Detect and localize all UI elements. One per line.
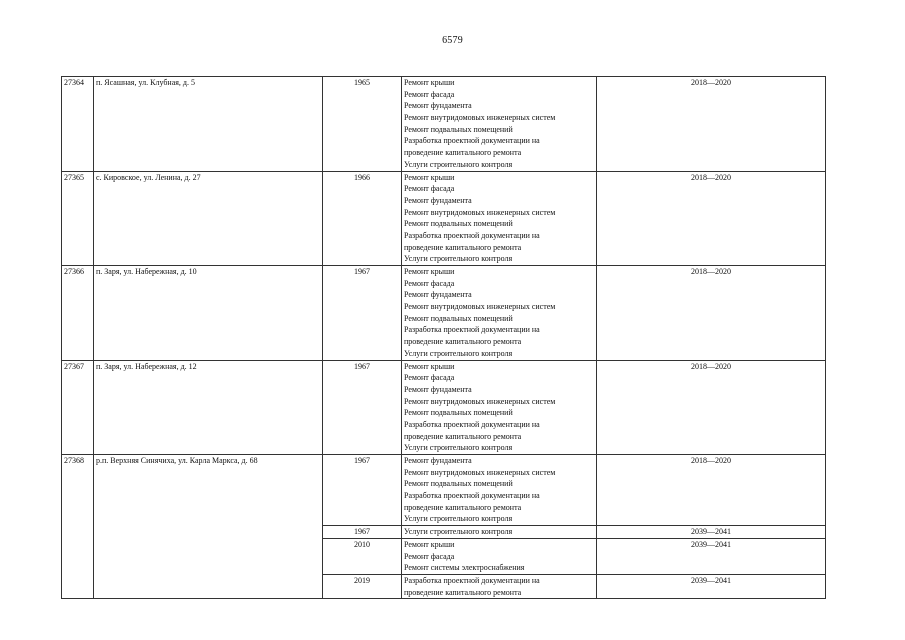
work-item: Ремонт крыши (404, 267, 455, 276)
works-cell (402, 266, 597, 361)
work-item: Ремонт фундамента (404, 456, 472, 465)
commission-year-cell: 1966 (323, 171, 402, 266)
house-id-cell: 27365 (62, 171, 94, 266)
works-cell (402, 538, 597, 574)
table-row (62, 455, 826, 526)
repair-period-cell: 2018—2020 (597, 360, 826, 455)
work-item: Ремонт фундамента (404, 101, 472, 111)
house-id-cell: 27366 (62, 266, 94, 361)
work-item: Ремонт крыши (404, 539, 455, 549)
house-id-cell: 27364 (62, 77, 94, 172)
commission-year-cell: 1967 (323, 266, 402, 361)
commission-year-cell: 1967 (323, 360, 402, 455)
work-item: Ремонт внутридомовых инженерных систем (404, 396, 556, 406)
work-item: Ремонт фасада (404, 89, 455, 99)
commission-year-cell: 2010 (323, 538, 402, 574)
work-item: Разработка проектной документации на (404, 575, 540, 585)
repair-period-cell: 2018—2020 (597, 266, 826, 361)
address-cell: п. Заря, ул. Набережная, д. 12 (94, 360, 323, 455)
work-item: Услуги строительного контроля (404, 348, 513, 358)
works-cell (402, 171, 597, 266)
work-item: Ремонт фундамента (404, 384, 472, 394)
repair-period-cell: 2018—2020 (597, 455, 826, 526)
address-cell: п. Ясашная, ул. Клубная, д. 5 (94, 77, 323, 172)
work-item: Ремонт фасада (404, 278, 455, 288)
work-item: Услуги строительного контроля (404, 443, 513, 453)
work-item: Ремонт фасада (404, 373, 455, 383)
work-item: Ремонт фундамента (404, 195, 472, 205)
capital-repair-table (61, 76, 826, 599)
work-item: проведение капитального ремонта (404, 431, 522, 441)
work-item: Разработка проектной документации на (404, 325, 540, 335)
work-item: Услуги строительного контроля (404, 254, 513, 264)
work-item: Ремонт подвальных помещений (404, 408, 513, 418)
work-item: проведение капитального ремонта (404, 337, 522, 347)
work-item: Ремонт подвальных помещений (404, 479, 513, 489)
work-item: Ремонт внутридомовых инженерных систем (404, 302, 556, 312)
commission-year-cell: 1967 (323, 526, 402, 539)
table-row (62, 77, 826, 172)
works-cell (402, 574, 597, 598)
page-number: 6579 (442, 35, 463, 46)
house-id-cell: 27368 (62, 455, 94, 599)
commission-year-cell: 2019 (323, 574, 402, 598)
repair-period-cell: 2018—2020 (597, 171, 826, 266)
work-item: проведение капитального ремонта (404, 148, 522, 158)
work-item: Ремонт крыши (404, 78, 455, 87)
address-cell: с. Кировское, ул. Ленина, д. 27 (94, 171, 323, 266)
work-item: Ремонт внутридомовых инженерных систем (404, 207, 556, 217)
work-item: проведение капитального ремонта (404, 242, 522, 252)
work-item: Ремонт крыши (404, 172, 455, 182)
commission-year-cell: 1967 (323, 455, 402, 526)
work-item: Разработка проектной документации на (404, 419, 540, 429)
repair-period-cell: 2018—2020 (597, 77, 826, 172)
address-cell: р.п. Верхняя Синячиха, ул. Карла Маркса, д. 68 (94, 455, 323, 599)
work-item: Ремонт внутридомовых инженерных систем (404, 467, 556, 477)
work-item: Разработка проектной документации на (404, 136, 540, 146)
works-cell (402, 455, 597, 526)
works-cell (402, 526, 597, 539)
table-row (62, 171, 826, 266)
works-cell (402, 77, 597, 172)
table-body (62, 77, 826, 599)
work-item: Ремонт фасада (404, 551, 455, 561)
work-item: проведение капитального ремонта (404, 502, 522, 512)
work-item: Ремонт крыши (404, 361, 455, 371)
work-item: Услуги строительного контроля (404, 527, 513, 537)
house-id-cell: 27367 (62, 360, 94, 455)
work-item: Ремонт подвальных помещений (404, 219, 513, 229)
repair-period-cell: 2039—2041 (597, 526, 826, 539)
work-item: Ремонт подвальных помещений (404, 124, 513, 134)
repair-period-cell: 2039—2041 (597, 574, 826, 598)
work-item: Ремонт системы электроснабжения (404, 563, 525, 573)
work-item: Ремонт фасада (404, 184, 455, 194)
work-item: Услуги строительного контроля (404, 159, 513, 169)
work-item: проведение капитального ремонта (404, 587, 522, 597)
work-item: Ремонт подвальных помещений (404, 313, 513, 323)
table-row (62, 360, 826, 455)
address-cell: п. Заря, ул. Набережная, д. 10 (94, 266, 323, 361)
repair-period-cell: 2039—2041 (597, 538, 826, 574)
work-item: Услуги строительного контроля (404, 514, 513, 524)
table-row (62, 266, 826, 361)
works-cell (402, 360, 597, 455)
work-item: Ремонт фундамента (404, 290, 472, 300)
work-item: Ремонт внутридомовых инженерных систем (404, 113, 556, 123)
work-item: Разработка проектной документации на (404, 230, 540, 240)
work-item: Разработка проектной документации на (404, 491, 540, 501)
commission-year-cell: 1965 (323, 77, 402, 172)
